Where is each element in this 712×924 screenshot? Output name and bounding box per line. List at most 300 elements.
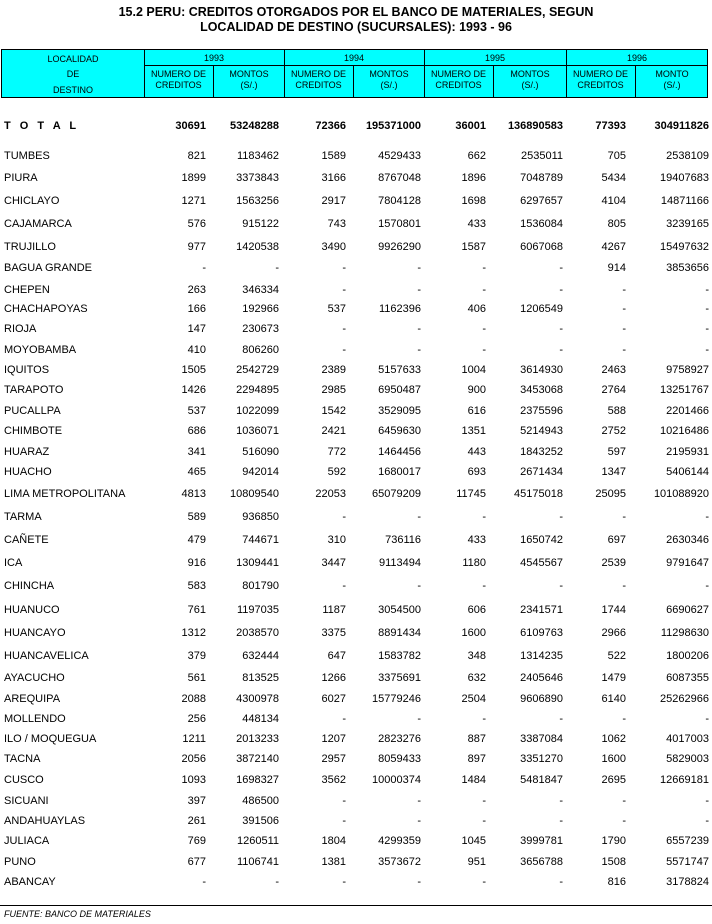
table-row xyxy=(0,815,712,829)
table-cell: 2013233 xyxy=(236,733,279,745)
row-label: CHACHAPOYAS xyxy=(4,303,88,315)
table-cell: 11745 xyxy=(456,488,486,500)
table-cell: 1381 xyxy=(321,856,346,868)
table-cell: 230673 xyxy=(242,323,279,335)
table-cell: 7048789 xyxy=(520,172,563,184)
table-cell: 3239165 xyxy=(666,218,709,230)
row-label: JULIACA xyxy=(4,835,50,847)
table-cell: - xyxy=(705,344,709,356)
table-cell: 744671 xyxy=(242,534,279,546)
table-cell: - xyxy=(342,511,346,523)
table-cell: 2823276 xyxy=(378,733,421,745)
table-cell: 6027 xyxy=(321,693,346,705)
table-cell: 4300978 xyxy=(236,693,279,705)
table-cell: - xyxy=(705,303,709,315)
table-cell: - xyxy=(622,795,626,807)
table-cell: 1698327 xyxy=(236,774,279,786)
row-label: PUCALLPA xyxy=(4,405,61,417)
table-cell: 1351 xyxy=(461,425,486,437)
table-row xyxy=(0,303,712,317)
table-cell: 1314235 xyxy=(520,650,563,662)
total-cell: 77393 xyxy=(595,120,626,132)
table-cell: - xyxy=(622,323,626,335)
header-amount-1995: MONTOS (S/.) xyxy=(510,69,550,90)
table-cell: 632444 xyxy=(242,650,279,662)
table-cell: 3375 xyxy=(321,627,346,639)
table-cell: 1508 xyxy=(601,856,626,868)
table-cell: 616 xyxy=(467,405,486,417)
table-row xyxy=(0,384,712,398)
header-localidad: LOCALIDAD xyxy=(47,54,99,64)
table-cell: 686 xyxy=(187,425,206,437)
table-cell: 486500 xyxy=(242,795,279,807)
table-cell: 1744 xyxy=(601,604,626,616)
table-row xyxy=(0,604,712,618)
table-cell: - xyxy=(622,511,626,523)
table-cell: - xyxy=(559,815,563,827)
table-cell: 45175018 xyxy=(514,488,563,500)
row-label: TARMA xyxy=(4,511,42,523)
header-amount-1993: MONTOS (S/.) xyxy=(229,69,269,90)
table-row xyxy=(0,262,712,276)
row-label: HUANUCO xyxy=(4,604,60,616)
table-cell: 3453068 xyxy=(520,384,563,396)
row-label: PIURA xyxy=(4,172,38,184)
table-cell: 410 xyxy=(187,344,206,356)
table-cell: 1309441 xyxy=(236,557,279,569)
table-row xyxy=(0,466,712,480)
table-cell: 1197035 xyxy=(236,604,279,616)
table-cell: - xyxy=(275,876,279,888)
table-cell: 2195931 xyxy=(666,446,709,458)
table-cell: 3853656 xyxy=(666,262,709,274)
table-cell: 801790 xyxy=(242,580,279,592)
table-cell: 4017003 xyxy=(666,733,709,745)
table-cell: 3562 xyxy=(321,774,346,786)
table-cell: 697 xyxy=(607,534,626,546)
table-cell: 406 xyxy=(467,303,486,315)
row-label: CUSCO xyxy=(4,774,44,786)
table-cell: 761 xyxy=(187,604,206,616)
table-cell: 4813 xyxy=(181,488,206,500)
table-cell: 65079209 xyxy=(372,488,421,500)
table-cell: 3351270 xyxy=(520,753,563,765)
row-label: SICUANI xyxy=(4,795,49,807)
row-label: TUMBES xyxy=(4,150,50,162)
table-cell: 10809540 xyxy=(230,488,279,500)
table-cell: 2966 xyxy=(601,627,626,639)
table-cell: - xyxy=(342,580,346,592)
table-cell: 576 xyxy=(187,218,206,230)
row-label: IQUITOS xyxy=(4,364,50,376)
table-cell: 592 xyxy=(327,466,346,478)
table-cell: 2764 xyxy=(601,384,626,396)
table-cell: - xyxy=(622,303,626,315)
table-cell: 10000374 xyxy=(372,774,421,786)
table-cell: 5214943 xyxy=(520,425,563,437)
row-label: MOLLENDO xyxy=(4,713,66,725)
header-amount-1996: MONTO (S/.) xyxy=(655,69,689,90)
table-cell: 6690627 xyxy=(666,604,709,616)
table-cell: - xyxy=(202,876,206,888)
total-cell: 72366 xyxy=(315,120,346,132)
table-cell: 916 xyxy=(187,557,206,569)
table-cell: 914 xyxy=(607,262,626,274)
row-label: RIOJA xyxy=(4,323,37,335)
table-cell: 166 xyxy=(187,303,206,315)
table-cell: 1484 xyxy=(461,774,486,786)
table-cell: 1650742 xyxy=(520,534,563,546)
total-cell: 53248288 xyxy=(230,120,279,132)
table-cell: 1312 xyxy=(181,627,206,639)
table-title-line2: LOCALIDAD DE DESTINO (SUCURSALES): 1993 - 96 xyxy=(200,20,512,34)
table-cell: 606 xyxy=(467,604,486,616)
table-cell: 2535011 xyxy=(520,150,563,162)
table-row xyxy=(0,150,712,164)
table-cell: 5571747 xyxy=(666,856,709,868)
table-cell: 3054500 xyxy=(378,604,421,616)
table-cell: 433 xyxy=(467,218,486,230)
table-cell: 1426 xyxy=(181,384,206,396)
table-cell: 1896 xyxy=(461,172,486,184)
table-row xyxy=(0,774,712,788)
table-cell: 597 xyxy=(607,446,626,458)
table-cell: 348 xyxy=(467,650,486,662)
table-cell: 12669181 xyxy=(660,774,709,786)
table-cell: 5829003 xyxy=(666,753,709,765)
table-cell: - xyxy=(705,323,709,335)
table-cell: 813525 xyxy=(242,672,279,684)
table-cell: 15779246 xyxy=(372,693,421,705)
table-cell: - xyxy=(559,284,563,296)
table-cell: 9758927 xyxy=(666,364,709,376)
row-label: MOYOBAMBA xyxy=(4,344,77,356)
table-cell: 11298630 xyxy=(660,627,709,639)
table-cell: - xyxy=(417,262,421,274)
table-cell: - xyxy=(417,815,421,827)
table-cell: 6297657 xyxy=(520,195,563,207)
table-cell: 2695 xyxy=(601,774,626,786)
table-cell: 647 xyxy=(327,650,346,662)
table-cell: - xyxy=(622,580,626,592)
table-cell: 1790 xyxy=(601,835,626,847)
table-cell: 5434 xyxy=(601,172,626,184)
table-cell: 443 xyxy=(467,446,486,458)
header-year-1994: 1994 xyxy=(343,53,365,63)
row-label: HUANCAYO xyxy=(4,627,66,639)
row-label: TRUJILLO xyxy=(4,241,56,253)
table-cell: 1162396 xyxy=(378,303,421,315)
table-cell: 8059433 xyxy=(378,753,421,765)
table-cell: 465 xyxy=(187,466,206,478)
total-row xyxy=(0,120,712,134)
table-cell: 2504 xyxy=(461,693,486,705)
table-cell: 3999781 xyxy=(520,835,563,847)
table-cell: 433 xyxy=(467,534,486,546)
table-cell: 1587 xyxy=(461,241,486,253)
table-cell: - xyxy=(417,713,421,725)
table-cell: 3872140 xyxy=(236,753,279,765)
table-cell: - xyxy=(342,344,346,356)
table-cell: 1260511 xyxy=(236,835,279,847)
table-cell: - xyxy=(482,284,486,296)
table-cell: 8767048 xyxy=(378,172,421,184)
row-label: CHINCHA xyxy=(4,580,55,592)
table-cell: - xyxy=(417,795,421,807)
table-cell: 3373843 xyxy=(236,172,279,184)
table-cell: 1589 xyxy=(321,150,346,162)
header-amount-1994: MONTOS (S/.) xyxy=(369,69,409,90)
table-row xyxy=(0,241,712,255)
table-cell: - xyxy=(705,580,709,592)
table-cell: 263 xyxy=(187,284,206,296)
table-cell: 583 xyxy=(187,580,206,592)
table-cell: 2985 xyxy=(321,384,346,396)
table-cell: 1698 xyxy=(461,195,486,207)
table-cell: 2294895 xyxy=(236,384,279,396)
table-cell: 22053 xyxy=(315,488,346,500)
table-row xyxy=(0,172,712,186)
table-cell: 1600 xyxy=(461,627,486,639)
table-cell: 2056 xyxy=(181,753,206,765)
table-cell: 1505 xyxy=(181,364,206,376)
table-cell: 942014 xyxy=(242,466,279,478)
table-cell: 705 xyxy=(607,150,626,162)
table-cell: 3573672 xyxy=(378,856,421,868)
row-label: ANDAHUAYLAS xyxy=(4,815,86,827)
header-count-1993: NUMERO DE CREDITOS xyxy=(150,69,206,90)
table-cell: - xyxy=(559,795,563,807)
table-cell: 1062 xyxy=(601,733,626,745)
table-cell: 1271 xyxy=(181,195,206,207)
table-cell: 693 xyxy=(467,466,486,478)
table-row xyxy=(0,733,712,747)
table-cell: 9926290 xyxy=(378,241,421,253)
table-cell: 736116 xyxy=(385,534,421,546)
table-cell: 2405646 xyxy=(520,672,563,684)
row-label: PUNO xyxy=(4,856,36,868)
table-cell: 1536084 xyxy=(520,218,563,230)
table-cell: - xyxy=(482,344,486,356)
table-cell: 2341571 xyxy=(520,604,563,616)
table-cell: - xyxy=(705,795,709,807)
table-cell: 8891434 xyxy=(378,627,421,639)
table-cell: 2375596 xyxy=(520,405,563,417)
row-label: AREQUIPA xyxy=(4,693,61,705)
table-cell: 1570801 xyxy=(378,218,421,230)
table-cell: 147 xyxy=(187,323,206,335)
table-cell: 101088920 xyxy=(653,488,709,500)
table-cell: 1680017 xyxy=(378,466,421,478)
table-cell: 4529433 xyxy=(378,150,421,162)
table-cell: - xyxy=(417,284,421,296)
header-count-1994: NUMERO DE CREDITOS xyxy=(290,69,346,90)
table-row xyxy=(0,534,712,548)
table-row xyxy=(0,876,712,890)
table-cell: 2539 xyxy=(601,557,626,569)
table-cell: 2538109 xyxy=(666,150,709,162)
table-cell: 2542729 xyxy=(236,364,279,376)
total-cell: 136890583 xyxy=(507,120,563,132)
table-cell: 3656788 xyxy=(520,856,563,868)
table-cell: 6067068 xyxy=(520,241,563,253)
table-cell: 15497632 xyxy=(660,241,709,253)
table-cell: 3447 xyxy=(321,557,346,569)
total-cell: 304911826 xyxy=(654,120,709,132)
row-label: CHEPEN xyxy=(4,284,50,296)
header-de: DE xyxy=(66,69,80,79)
table-cell: 1542 xyxy=(321,405,346,417)
table-cell: - xyxy=(559,323,563,335)
total-cell: 195371000 xyxy=(365,120,421,132)
table-cell: 2389 xyxy=(321,364,346,376)
table-cell: 2088 xyxy=(181,693,206,705)
table-cell: - xyxy=(705,284,709,296)
table-cell: 522 xyxy=(607,650,626,662)
table-row xyxy=(0,795,712,809)
table-header xyxy=(1,49,708,98)
table-cell: - xyxy=(417,876,421,888)
table-row xyxy=(0,364,712,378)
table-cell: - xyxy=(275,262,279,274)
table-cell: 9113494 xyxy=(378,557,421,569)
table-cell: 9606890 xyxy=(520,693,563,705)
table-cell: 887 xyxy=(467,733,486,745)
footer-divider xyxy=(0,905,712,906)
header-year-1993: 1993 xyxy=(203,53,225,63)
table-cell: 743 xyxy=(327,218,346,230)
table-cell: 1563256 xyxy=(236,195,279,207)
table-cell: 897 xyxy=(467,753,486,765)
table-cell: 5157633 xyxy=(378,364,421,376)
table-cell: 915122 xyxy=(242,218,279,230)
table-cell: 1347 xyxy=(601,466,626,478)
header-count-1996: NUMERO DE CREDITOS xyxy=(572,69,628,90)
table-cell: 1183462 xyxy=(236,150,279,162)
table-cell: 25262966 xyxy=(660,693,709,705)
table-cell: 3166 xyxy=(321,172,346,184)
table-cell: 448134 xyxy=(242,713,279,725)
table-cell: - xyxy=(622,713,626,725)
table-cell: 3614930 xyxy=(520,364,563,376)
table-cell: 3490 xyxy=(321,241,346,253)
table-cell: 805 xyxy=(607,218,626,230)
table-cell: - xyxy=(482,795,486,807)
table-cell: 806260 xyxy=(242,344,279,356)
table-cell: 9791647 xyxy=(666,557,709,569)
table-cell: 4299359 xyxy=(378,835,421,847)
row-label: HUACHO xyxy=(4,466,52,478)
table-cell: - xyxy=(417,344,421,356)
table-row xyxy=(0,488,712,502)
table-cell: 341 xyxy=(187,446,206,458)
table-cell: 13251767 xyxy=(660,384,709,396)
table-cell: 4267 xyxy=(601,241,626,253)
table-cell: 1420538 xyxy=(236,241,279,253)
table-cell: - xyxy=(342,284,346,296)
table-cell: 5406144 xyxy=(666,466,709,478)
table-cell: 677 xyxy=(187,856,206,868)
table-cell: 977 xyxy=(187,241,206,253)
table-row xyxy=(0,835,712,849)
table-cell: 1036071 xyxy=(236,425,279,437)
table-cell: 2917 xyxy=(321,195,346,207)
table-cell: 25095 xyxy=(595,488,626,500)
table-cell: 516090 xyxy=(242,446,279,458)
table-cell: - xyxy=(417,323,421,335)
table-cell: 1800206 xyxy=(666,650,709,662)
table-cell: 391506 xyxy=(242,815,279,827)
table-cell: 951 xyxy=(467,856,486,868)
total-cell: 36001 xyxy=(455,120,486,132)
table-cell: 4545567 xyxy=(520,557,563,569)
table-cell: - xyxy=(342,262,346,274)
table-cell: 7804128 xyxy=(378,195,421,207)
row-label: HUARAZ xyxy=(4,446,50,458)
table-cell: - xyxy=(342,713,346,725)
table-cell: 1106741 xyxy=(236,856,279,868)
row-label: BAGUA GRANDE xyxy=(4,262,93,274)
table-cell: 537 xyxy=(187,405,206,417)
table-cell: - xyxy=(417,511,421,523)
table-cell: 2630346 xyxy=(666,534,709,546)
table-cell: 6140 xyxy=(601,693,626,705)
table-row xyxy=(0,557,712,571)
table-cell: 19407683 xyxy=(660,172,709,184)
table-cell: 561 xyxy=(187,672,206,684)
table-cell: 14871166 xyxy=(660,195,709,207)
row-label: LIMA METROPOLITANA xyxy=(4,488,126,500)
header-destino: DESTINO xyxy=(52,85,93,95)
table-cell: 772 xyxy=(327,446,346,458)
table-cell: 632 xyxy=(467,672,486,684)
table-cell: - xyxy=(342,795,346,807)
table-row xyxy=(0,284,712,298)
table-cell: 2038570 xyxy=(236,627,279,639)
table-cell: 6459630 xyxy=(378,425,421,437)
table-cell: 1266 xyxy=(321,672,346,684)
table-cell: 6557239 xyxy=(666,835,709,847)
table-cell: 397 xyxy=(187,795,206,807)
table-cell: 769 xyxy=(187,835,206,847)
table-cell: - xyxy=(482,815,486,827)
table-cell: - xyxy=(417,580,421,592)
table-cell: 379 xyxy=(187,650,206,662)
table-cell: 2957 xyxy=(321,753,346,765)
table-cell: 1804 xyxy=(321,835,346,847)
row-label: CAJAMARCA xyxy=(4,218,72,230)
table-cell: - xyxy=(342,323,346,335)
table-cell: 1843252 xyxy=(520,446,563,458)
table-cell: 1045 xyxy=(461,835,486,847)
row-label: HUANCAVELICA xyxy=(4,650,89,662)
table-row xyxy=(0,344,712,358)
header-year-1996: 1996 xyxy=(626,53,648,63)
table-cell: 3387084 xyxy=(520,733,563,745)
table-row xyxy=(0,672,712,686)
table-row xyxy=(0,580,712,594)
table-cell: 5481847 xyxy=(520,774,563,786)
table-cell: 816 xyxy=(607,876,626,888)
table-cell: - xyxy=(482,713,486,725)
table-cell: 2421 xyxy=(321,425,346,437)
header-count-1995: NUMERO DE CREDITOS xyxy=(430,69,486,90)
table-cell: - xyxy=(342,815,346,827)
table-cell: - xyxy=(705,511,709,523)
table-cell: 936850 xyxy=(242,511,279,523)
row-label: ILO / MOQUEGUA xyxy=(4,733,97,745)
table-cell: 3375691 xyxy=(378,672,421,684)
